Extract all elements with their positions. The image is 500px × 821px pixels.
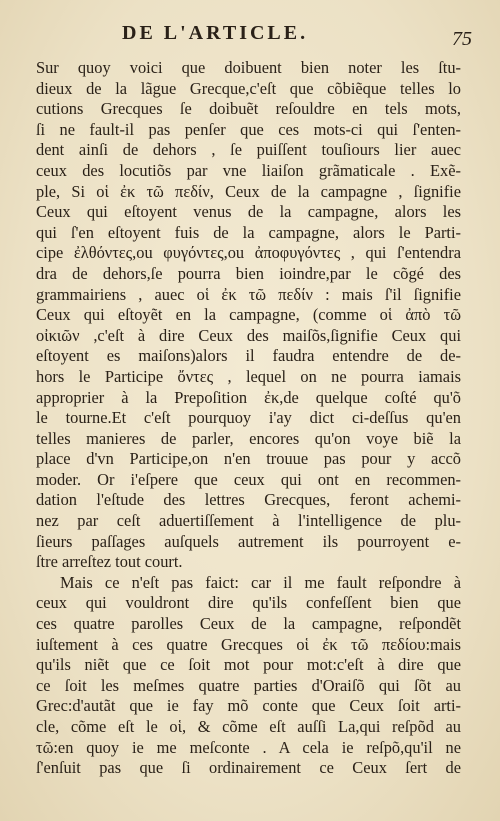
- text-line: ſieurs paſſages auſquels autrement ils pourroyent e-: [36, 531, 461, 551]
- paragraph-start-line: Mais ce n'eſt pas faict: car il me fault reſpondre à: [60, 572, 461, 592]
- text-line: ſi ne fault-il pas penſer que ces mots-ci qui ſ'enten-: [36, 119, 461, 139]
- text-line: cipe ἐλθόντες,ou φυγόντες,ou ἀποφυγόντες , qui ſ'entendra: [36, 243, 461, 263]
- text-line: qu'ils niẽt que ce ſoit mot pour mot:c'eſt à dire que: [36, 655, 461, 675]
- text-line: dent ainſi de dehors , ſe puiſſent touſiours lier auec: [36, 140, 461, 160]
- text-line: ple, Si οἱ ἐκ τῶ πεδίν, Ceux de la campagne , ſignifie: [36, 181, 461, 201]
- text-line: Ceux qui eſtoyent venus de la campagne, alors les: [36, 202, 461, 222]
- text-line: dation l'eſtude des lettres Grecques, feront achemi-: [36, 490, 461, 510]
- running-head: DE L'ARTICLE.: [122, 22, 309, 44]
- text-line: cutions Grecques ſe doibuẽt reſouldre en tels mots,: [36, 99, 461, 119]
- text-line: ſ'enſuit pas que ſi ordinairement ce Ceux ſert de: [36, 758, 461, 778]
- text-line: ces quatre parolles Ceux de la campagne, reſpondẽt: [36, 614, 461, 634]
- text-line: cle, cõme eſt le οἱ, & cõme eſt auſſi La,qui reſpõd au: [36, 717, 461, 736]
- text-line: place d'vn Participe,on n'en trouue pas pour y accõ: [36, 449, 461, 469]
- text-line: eſtoyent es maiſons)alors il faudra entendre de de-: [36, 346, 461, 366]
- text-line: moder. Or i'eſpere que ceux qui ont en recommen-: [36, 469, 461, 489]
- text-line: grammairiens , auec οἱ ἐκ τῶ πεδίν : mais ſ'il ſignifie: [36, 284, 461, 304]
- text-line: ceux qui vouldront dire qu'ils confeſſent bien que: [36, 593, 461, 613]
- text-line: ceux des locutiõs par vne liaiſon grãmaticale . Exẽ-: [36, 160, 461, 180]
- text-line: Grec:d'autãt que ie fay mõ conte que Ceux ſoit arti-: [36, 696, 461, 716]
- text-line: ce ſoit les meſmes quatre parties d'Oraiſõ qui ſõt au: [36, 675, 461, 695]
- page-header: [0, 22, 500, 48]
- text-line: le tourne.Et c'eſt pourquoy i'ay dict ci-deſſus qu'en: [36, 408, 461, 428]
- text-line: dra de dehors,ſe pourra bien ioindre,par le cõgé des: [36, 263, 461, 283]
- text-line: nez par ceſt aduertiſſement à l'intelligence de plu-: [36, 511, 461, 531]
- text-line: dieux de la lãgue Grecque,c'eſt que cõbiẽque telles lo: [36, 78, 461, 98]
- page-number: 75: [452, 28, 472, 50]
- text-line: qui ſ'en eſtoyent fuis de la campagne, alors le Parti-: [36, 222, 461, 242]
- text-line: telles manieres de parler, encores qu'on voye biẽ la: [36, 428, 461, 448]
- text-line: τῶ:en quoy ie me meſconte . A cela ie reſpõ,qu'il ne: [36, 737, 461, 757]
- text-line: iuſtement à ces quatre Grecques οἱ ἐκ τῶ πεδίου:mais: [36, 634, 461, 654]
- text-line: hors le Participe ὄντες , lequel on ne pourra iamais: [36, 366, 461, 386]
- text-line: Ceux qui eſtoyẽt en la campagne, (comme οἱ ἀπὸ τῶ: [36, 305, 461, 325]
- text-line: οἰκιῶν ,c'eſt à dire Ceux des maiſõs,ſignifie Ceux qui: [36, 325, 461, 345]
- text-line: ſtre arreſtez tout court.: [36, 552, 183, 572]
- body-text: [36, 58, 461, 779]
- text-line: approprier à la Prepoſition ἐκ,de quelque coſté qu'õ: [36, 387, 461, 407]
- text-line: Sur quoy voici que doibuent bien noter les ſtu-: [36, 58, 461, 77]
